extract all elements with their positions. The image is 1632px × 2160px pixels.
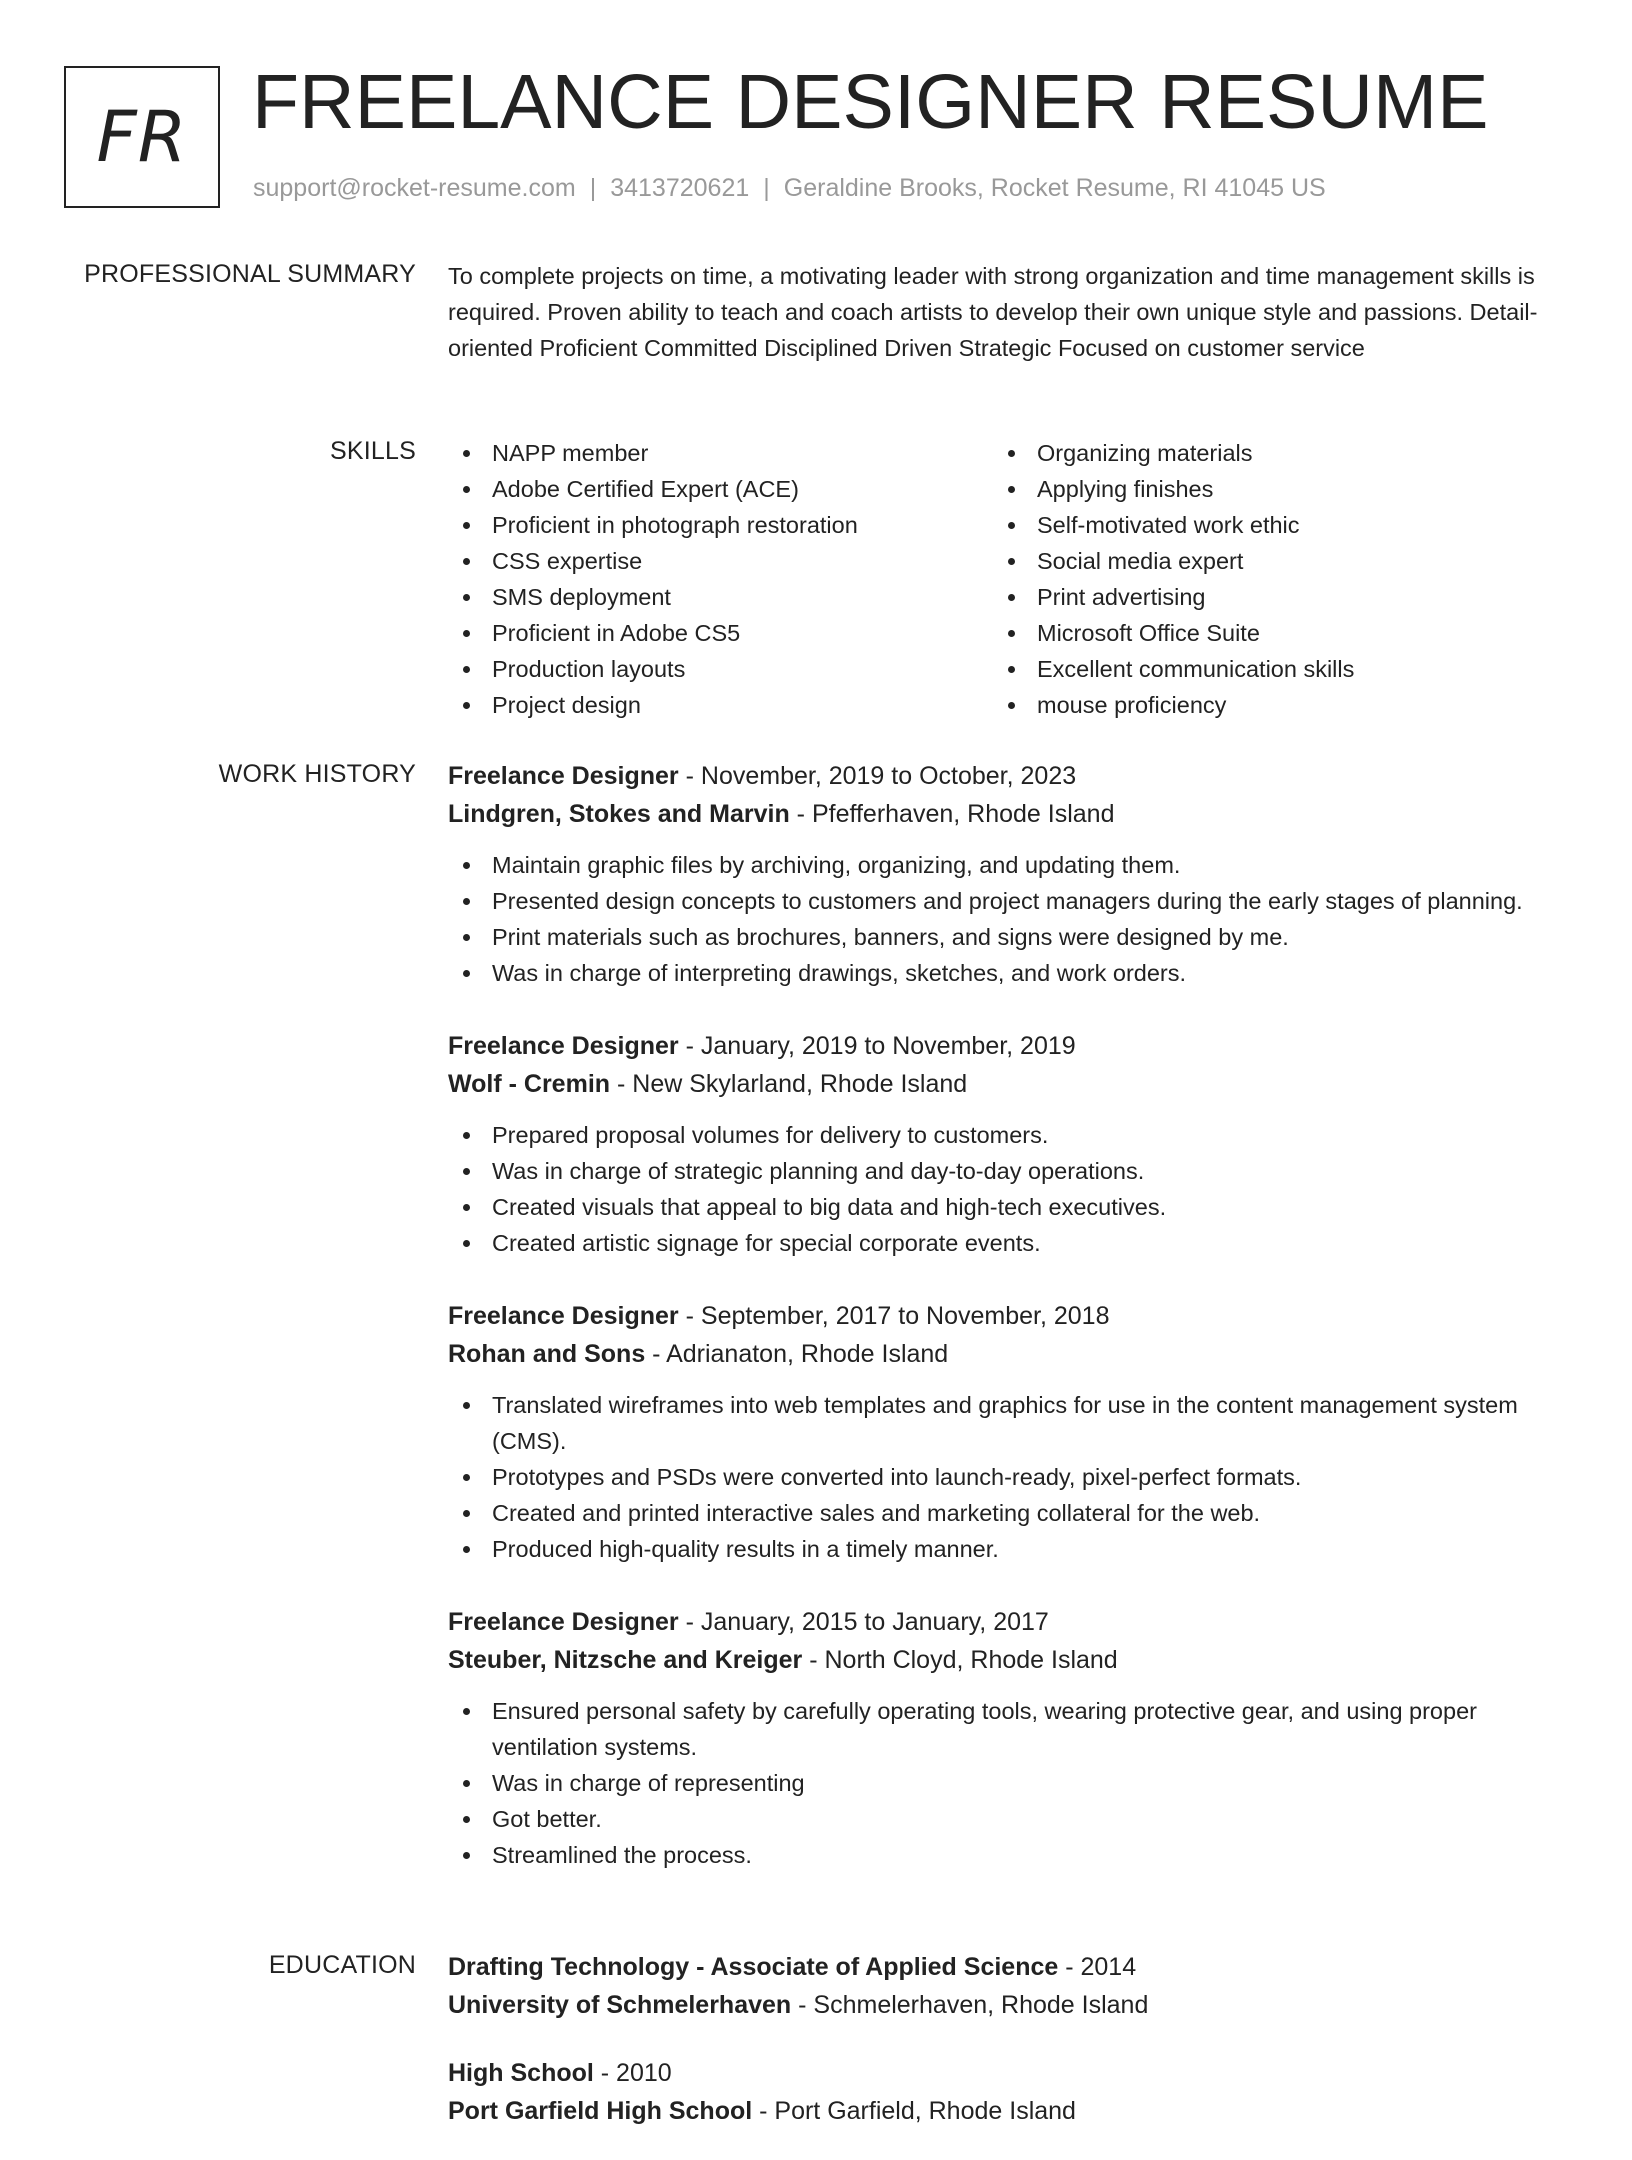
job-dates: - January, 2015 to January, 2017	[678, 1608, 1049, 1636]
job-title-line	[448, 1027, 1538, 1065]
job-duties	[448, 847, 1538, 991]
job-title: Freelance Designer	[448, 762, 679, 790]
skill-item: Print advertising	[993, 579, 1538, 615]
job-duty-item: Prepared proposal volumes for delivery to customers.	[448, 1117, 1538, 1153]
job-duty-item: Print materials such as brochures, banners, and signs were designed by me.	[448, 919, 1538, 955]
job-duty-item: Prototypes and PSDs were converted into launch-ready, pixel-perfect formats.	[448, 1459, 1538, 1495]
job-location: - New Skylarland, Rhode Island	[610, 1070, 968, 1098]
job-duty-item: Produced high-quality results in a timely manner.	[448, 1531, 1538, 1567]
job-company-line	[448, 1335, 1538, 1373]
skills-list-left	[448, 435, 993, 723]
education-location: - Port Garfield, Rhode Island	[752, 2097, 1076, 2125]
skill-item: Social media expert	[993, 543, 1538, 579]
contact-separator: |	[589, 174, 597, 202]
job-duties	[448, 1117, 1538, 1261]
contact-address: Geraldine Brooks, Rocket Resume, RI 41045 US	[783, 174, 1326, 202]
education-year: - 2014	[1058, 1953, 1137, 1981]
job-company-line	[448, 795, 1538, 833]
monogram-initials: FR	[96, 96, 188, 178]
job-duty-item: Got better.	[448, 1801, 1538, 1837]
education-degree: Drafting Technology - Associate of Applied Science	[448, 1953, 1059, 1981]
skill-item: NAPP member	[448, 435, 993, 471]
skills-list-right	[993, 435, 1538, 723]
work-history-body	[448, 757, 1538, 1909]
job-title-line	[448, 1297, 1538, 1335]
job-dates: - November, 2019 to October, 2023	[678, 762, 1077, 790]
education-degree: High School	[448, 2059, 594, 2087]
job-company: Steuber, Nitzsche and Kreiger	[448, 1646, 803, 1674]
job-duty-item: Ensured personal safety by carefully operating tools, wearing protective gear, and using proper ventilation systems.	[448, 1693, 1538, 1765]
skill-item: Proficient in Adobe CS5	[448, 615, 993, 651]
education-entry	[448, 1948, 1538, 2024]
skill-item: CSS expertise	[448, 543, 993, 579]
job-location: - Pfefferhaven, Rhode Island	[789, 800, 1115, 828]
skill-item: Proficient in photograph restoration	[448, 507, 993, 543]
skills-body	[448, 435, 1538, 723]
skill-item: Project design	[448, 687, 993, 723]
job-title: Freelance Designer	[448, 1302, 679, 1330]
education-degree-line	[448, 2054, 1538, 2092]
skill-item: Excellent communication skills	[993, 651, 1538, 687]
job-title: Freelance Designer	[448, 1032, 679, 1060]
skill-item: SMS deployment	[448, 579, 993, 615]
skill-item: mouse proficiency	[993, 687, 1538, 723]
job-dates: - September, 2017 to November, 2018	[678, 1302, 1110, 1330]
job-company-line	[448, 1641, 1538, 1679]
section-heading-work-history: WORK HISTORY	[218, 760, 416, 788]
skill-item: Microsoft Office Suite	[993, 615, 1538, 651]
skill-item: Production layouts	[448, 651, 993, 687]
job-company: Lindgren, Stokes and Marvin	[448, 800, 790, 828]
section-heading-education: EDUCATION	[268, 1951, 416, 1979]
job-company: Rohan and Sons	[448, 1340, 646, 1368]
education-school: Port Garfield High School	[448, 2097, 753, 2125]
job-company: Wolf - Cremin	[448, 1070, 611, 1098]
job-duty-item: Presented design concepts to customers and project managers during the early stages of planning.	[448, 883, 1538, 919]
skill-item: Adobe Certified Expert (ACE)	[448, 471, 993, 507]
job-duty-item: Maintain graphic files by archiving, organizing, and updating them.	[448, 847, 1538, 883]
job-entry	[448, 1603, 1538, 1873]
education-school-line	[448, 2092, 1538, 2130]
resume-title: FREELANCE DESIGNER RESUME	[252, 59, 1489, 145]
skill-item: Organizing materials	[993, 435, 1538, 471]
job-duty-item: Created and printed interactive sales and marketing collateral for the web.	[448, 1495, 1538, 1531]
job-duty-item: Was in charge of representing	[448, 1765, 1538, 1801]
section-heading-summary: PROFESSIONAL SUMMARY	[84, 260, 416, 288]
skill-item: Applying finishes	[993, 471, 1538, 507]
job-duty-item: Created artistic signage for special corporate events.	[448, 1225, 1538, 1261]
summary-text: To complete projects on time, a motivating leader with strong organization and time management skills is required. Proven ability to teach and coach artists to develop their own unique style and passions. Detail-oriented Proficient Committed Disciplined Driven Strategic Focused on customer service	[448, 263, 1538, 361]
job-duty-item: Streamlined the process.	[448, 1837, 1538, 1873]
education-body	[448, 1948, 1538, 2160]
education-school-line	[448, 1986, 1538, 2024]
job-duty-item: Created visuals that appeal to big data and high-tech executives.	[448, 1189, 1538, 1225]
job-entry	[448, 757, 1538, 991]
monogram-box	[64, 66, 220, 208]
job-company-line	[448, 1065, 1538, 1103]
job-location: - Adrianaton, Rhode Island	[645, 1340, 949, 1368]
contact-email[interactable]: support@rocket-resume.com	[253, 174, 576, 202]
job-title-line	[448, 1603, 1538, 1641]
section-heading-skills: SKILLS	[330, 437, 416, 465]
contact-phone[interactable]: 3413720621	[610, 174, 750, 202]
job-duty-item: Was in charge of interpreting drawings, sketches, and work orders.	[448, 955, 1538, 991]
job-title-line	[448, 757, 1538, 795]
job-title: Freelance Designer	[448, 1608, 679, 1636]
education-school: University of Schmelerhaven	[448, 1991, 792, 2019]
contact-line	[253, 174, 1326, 203]
job-duty-item: Was in charge of strategic planning and day-to-day operations.	[448, 1153, 1538, 1189]
job-duties	[448, 1387, 1538, 1567]
skill-item: Self-motivated work ethic	[993, 507, 1538, 543]
education-entry	[448, 2054, 1538, 2130]
job-entry	[448, 1297, 1538, 1567]
contact-separator: |	[763, 174, 770, 202]
job-duty-item: Translated wireframes into web templates and graphics for use in the content management system (CMS).	[448, 1387, 1538, 1459]
education-year: - 2010	[593, 2059, 672, 2087]
job-duties	[448, 1693, 1538, 1873]
education-degree-line	[448, 1948, 1538, 1986]
education-location: - Schmelerhaven, Rhode Island	[791, 1991, 1149, 2019]
job-entry	[448, 1027, 1538, 1261]
job-location: - North Cloyd, Rhode Island	[802, 1646, 1118, 1674]
job-dates: - January, 2019 to November, 2019	[678, 1032, 1076, 1060]
